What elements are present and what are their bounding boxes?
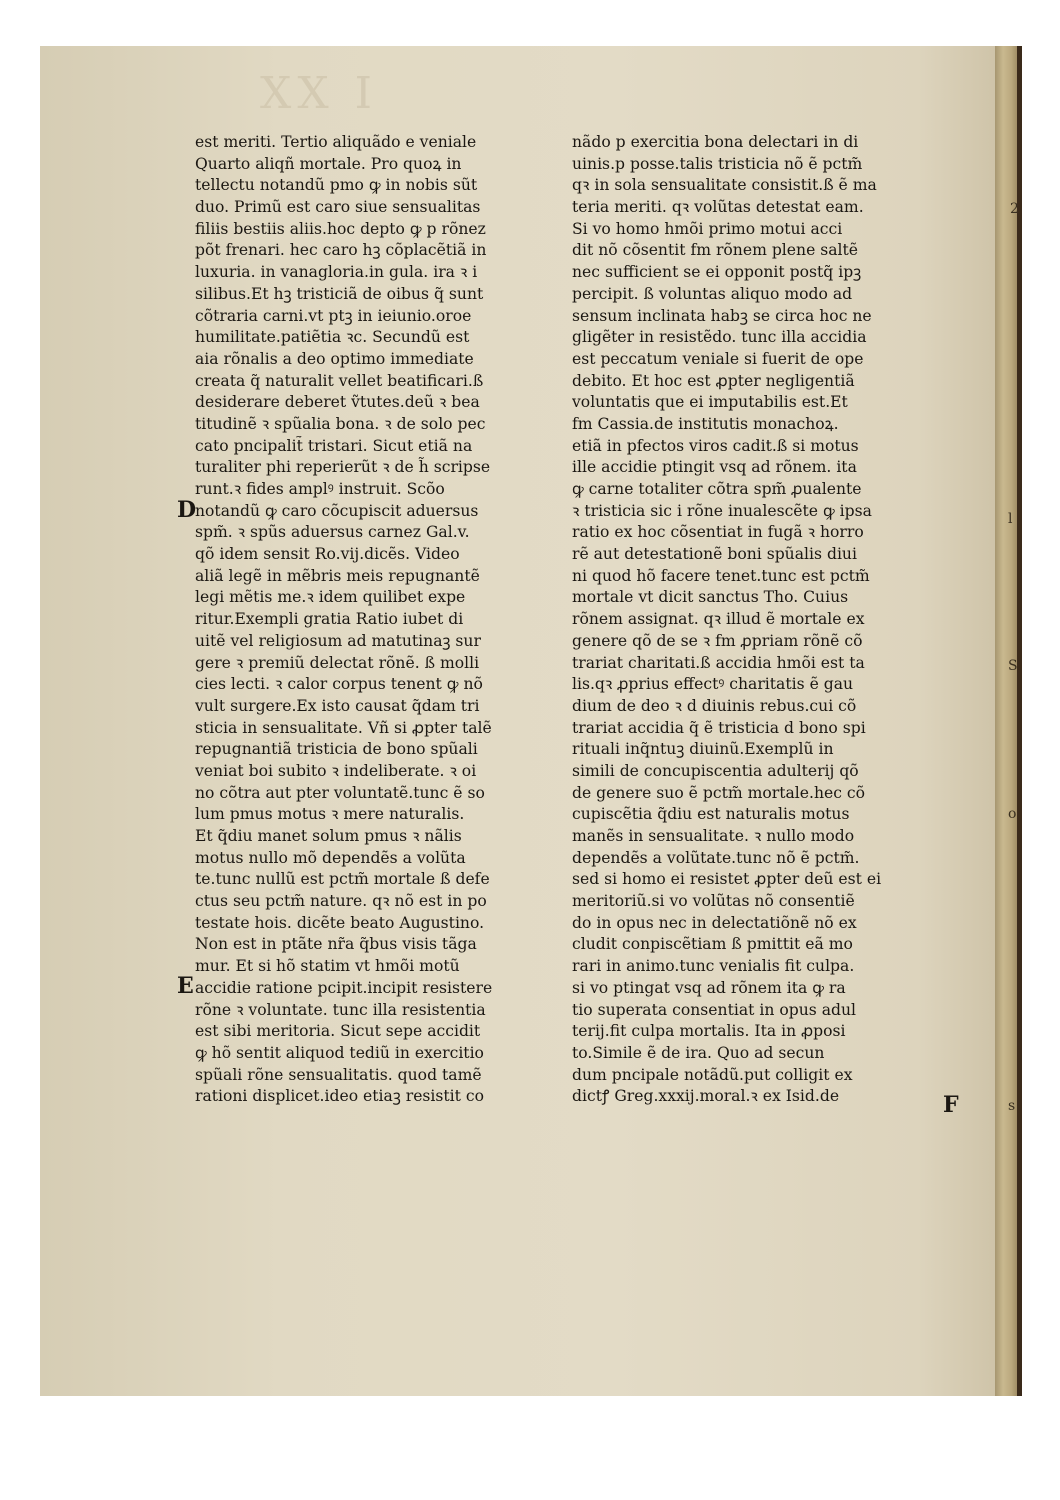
- right-column-line: genere qõ de se ꝛ fm ꝓpriam rõnẽ cõ: [572, 631, 863, 650]
- right-column-line: rituali inq̃ntuꝫ diuinũ.Exemplũ in: [572, 740, 834, 759]
- left-column-line: est sibi meritoria. Sicut sepe accidit: [195, 1022, 481, 1041]
- right-column-line: rõnem assignat. qꝛ illud ẽ mortale ex: [572, 610, 865, 629]
- right-column-line: Si vo homo hmõi primo motui acci: [572, 219, 843, 238]
- left-column-line: duo. Primũ est caro siue sensualitas: [195, 198, 481, 217]
- left-column-line: vult surgere.Ex isto causat q̃dam tri: [195, 696, 480, 715]
- margin-letter-f: F: [943, 1092, 959, 1118]
- left-column-line: ctus seu pctm̃ nature. qꝛ nõ est in po: [195, 892, 487, 911]
- left-column-line: titudinẽ ꝛ spũalia bona. ꝛ de solo pec: [195, 414, 486, 433]
- right-column-line: debito. Et hoc est ꝓpter negligentiã: [572, 371, 855, 390]
- left-column-line: ritur.Exempli gratia Ratio iubet di: [195, 610, 464, 629]
- left-column-line: silibus.Et hꝫ tristiciã de oibus q̃ sunt: [195, 284, 484, 303]
- left-column-line: uitẽ vel religiosum ad matutinaꝫ sur: [195, 631, 481, 650]
- left-column-line: mur. Et si hõ statim vt hmõi motũ: [195, 957, 460, 976]
- text-column-left: [195, 132, 540, 1108]
- left-column-line: cato pncipalit̃ tristari. Sicut etiã na: [195, 436, 473, 455]
- right-column-line: terij.fit culpa mortalis. Ita in ꝓposi: [572, 1022, 846, 1041]
- margin-letter-e: E: [177, 973, 194, 999]
- left-column-line: Et q̃diu manet solum pmus ꝛ nãlis: [195, 827, 462, 845]
- right-column-line: gligẽter in resistẽdo. tunc illa accidia: [572, 328, 867, 347]
- right-column-line: lis.qꝛ ꝓprius effectꝰ charitatis ẽ gau: [572, 675, 854, 694]
- left-column-line: humilitate.patiẽtia ꝛc. Secundũ est: [195, 328, 470, 347]
- right-column-line: trariat accidia q̃ ẽ tristicia d bono spi: [572, 718, 866, 737]
- binding-edge-mark: l: [1008, 511, 1013, 527]
- scanned-leaf: [40, 46, 1022, 1396]
- margin-letter-d: D: [177, 497, 197, 523]
- right-column-line: cupiscẽtia q̃diu est naturalis motus: [572, 805, 850, 824]
- right-column-line: manẽs in sensualitate. ꝛ nullo modo: [572, 827, 855, 845]
- left-column-line: gere ꝛ premiũ delectat rõnẽ. ß molli: [195, 653, 480, 672]
- right-column-line: fm Cassia.de institutis monachoꝝ.: [572, 414, 839, 433]
- left-column-line: ꝙ hõ sentit aliquod tediũ in exercitio: [195, 1043, 484, 1062]
- left-column-line: runt.ꝛ fides amplꝰ instruit. Scõo: [195, 480, 445, 498]
- right-column-line: dum pncipale notãdũ.put colligit ex: [572, 1065, 853, 1084]
- right-column-line: cludit conpiscẽtiam ß pmittit eã mo: [572, 935, 853, 954]
- right-column-line: ratio ex hoc cõsentiat in fugã ꝛ horro: [572, 523, 864, 542]
- right-column-line: trariat charitati.ß accidia hmõi est ta: [572, 653, 865, 672]
- right-column-line: mortale vt dicit sanctus Tho. Cuius: [572, 588, 849, 607]
- right-column-line: rari in animo.tunc venialis fit culpa.: [572, 957, 855, 976]
- right-column-line: dependẽs a volũtate.tunc nõ ẽ pctm̃.: [572, 848, 860, 867]
- binding-edge-mark: 2: [1010, 201, 1019, 217]
- left-column-line: aliã legẽ in mẽbris meis repugnantẽ: [195, 566, 480, 585]
- left-column-line: accidie ratione pcipit.incipit resistere: [195, 978, 493, 997]
- right-column-line: est peccatum veniale si fuerit de ope: [572, 349, 864, 368]
- right-column-line: meritoriũ.si vo volũtas nõ consentiẽ: [572, 892, 855, 911]
- left-column-line: creata q̃ naturalit vellet beatificari.ß: [195, 371, 484, 390]
- left-column-line: Non est in ptãte nr̃a q̃bus visis tãga: [195, 935, 477, 954]
- right-column-line: voluntatis que ei imputabilis est.Et: [572, 393, 848, 412]
- left-column-line: põt frenari. hec caro hꝫ cõplacẽtiã in: [195, 241, 487, 260]
- right-column-line: nãdo p exercitia bona delectari in di: [572, 133, 859, 151]
- right-column-line: percipit. ß voluntas aliquo modo ad: [572, 284, 853, 303]
- left-column-line: testate hois. dicẽte beato Augustino.: [195, 913, 485, 932]
- left-column-line: notandũ ꝙ caro cõcupiscit aduersus: [195, 501, 479, 520]
- right-column-line: sed si homo ei resistet ꝓpter deũ est ei: [572, 870, 882, 889]
- left-column-line: legi mẽtis me.ꝛ idem quilibet expe: [195, 588, 466, 607]
- right-column-line: ꝛ tristicia sic i rõne inualescẽte ꝙ ipsa: [572, 501, 872, 520]
- right-column-line: ille accidie ptingit vsq ad rõnem. ita: [572, 458, 857, 477]
- left-column-line: rationi displicet.ideo etiaꝫ resistit co: [195, 1087, 485, 1106]
- left-column-line: rõne ꝛ voluntate. tunc illa resistentia: [195, 1000, 486, 1019]
- right-column-line: etiã in pfectos viros cadit.ß si motus: [572, 436, 859, 455]
- left-column-line: est meriti. Tertio aliquãdo e veniale: [195, 133, 477, 151]
- binding-edge-mark: s: [1008, 1098, 1016, 1114]
- right-column-line: uinis.p posse.talis tristicia nõ ẽ pctm̃: [572, 154, 863, 173]
- binding-edge-mark: S: [1008, 658, 1018, 674]
- right-column-line: dictꝭ Greg.xxxij.moral.ꝛ ex Isid.de: [572, 1087, 840, 1106]
- left-column-line: cies lecti. ꝛ calor corpus tenent ꝙ nõ: [195, 675, 483, 694]
- right-column-line: to.Simile ẽ de ira. Quo ad secun: [572, 1043, 825, 1062]
- right-column-line: nec sufficient se ei opponit postq̃ ipꝫ: [572, 263, 862, 282]
- left-column-line: cõtraria carni.vt ptꝫ in ieiunio.oroe: [195, 306, 472, 325]
- right-column-line: dium de deo ꝛ d diuinis rebus.cui cõ: [572, 696, 857, 715]
- left-column-line: no cõtra aut pter voluntatẽ.tunc ẽ so: [195, 783, 485, 802]
- right-column-line: dit nõ cõsentit fm rõnem plene saltẽ: [572, 241, 859, 260]
- right-column-line: simili de concupiscentia adulterij qõ: [572, 761, 859, 780]
- right-column-line: rẽ aut detestationẽ boni spũalis diui: [572, 545, 857, 564]
- left-column-line: sticia in sensualitate. Vñ si ꝓpter talẽ: [195, 718, 492, 737]
- left-column-line: veniat boi subito ꝛ indeliberate. ꝛ oi: [195, 761, 477, 780]
- right-column-line: sensum inclinata habꝫ se circa hoc ne: [572, 306, 872, 325]
- right-column-line: ꝙ carne totaliter cõtra spm̃ ꝓualente: [572, 480, 862, 498]
- left-column-line: spm̃. ꝛ spũs aduersus carnez Gal.v.: [195, 523, 470, 542]
- left-column-line: qõ idem sensit Ro.vij.dicẽs. Video: [195, 545, 460, 564]
- left-column-line: lum pmus motus ꝛ mere naturalis.: [195, 805, 465, 824]
- left-column-line: luxuria. in vanagloria.in gula. ira ꝛ i: [195, 263, 478, 282]
- show-through-running-head: XX I: [260, 68, 379, 119]
- left-column-line: tellectu notandũ pmo ꝙ in nobis sũt: [195, 176, 478, 195]
- right-column-line: do in opus nec in delectatiõnẽ nõ ex: [572, 913, 857, 932]
- left-column-line: motus nullo mõ dependẽs a volũta: [195, 848, 466, 867]
- binding-edge-mark: o: [1008, 806, 1017, 822]
- binding-shadow: [1017, 46, 1022, 1396]
- right-column-line: teria meriti. qꝛ volũtas detestat eam.: [572, 198, 864, 217]
- left-column-line: spũali rõne sensualitatis. quod tamẽ: [195, 1065, 482, 1084]
- left-column-line: turaliter phi reperierũt ꝛ de h̃ scripse: [195, 458, 491, 477]
- right-column-line: si vo ptingat vsq ad rõnem ita ꝙ ra: [572, 978, 846, 997]
- left-column-line: te.tunc nullũ est pctm̃ mortale ß defe: [195, 870, 490, 889]
- right-column-line: qꝛ in sola sensualitate consistit.ß ẽ ma: [572, 176, 877, 195]
- text-column-right: [572, 132, 937, 1108]
- left-column-line: repugnantiã tristicia de bono spũali: [195, 740, 478, 759]
- right-column-line: de genere suo ẽ pctm̃ mortale.hec cõ: [572, 783, 866, 802]
- left-column-line: Quarto aliqñ mortale. Pro quoꝝ in: [195, 154, 462, 173]
- left-column-line: aia rõnalis a deo optimo immediate: [195, 349, 474, 368]
- right-column-line: ni quod hõ facere tenet.tunc est pctm̃: [572, 566, 870, 585]
- right-column-line: tio superata consentiat in opus adul: [572, 1000, 857, 1019]
- left-column-line: filiis bestiis aliis.hoc depto ꝙ p rõnez: [195, 219, 486, 238]
- left-column-line: desiderare deberet ṽtutes.deũ ꝛ bea: [195, 393, 480, 412]
